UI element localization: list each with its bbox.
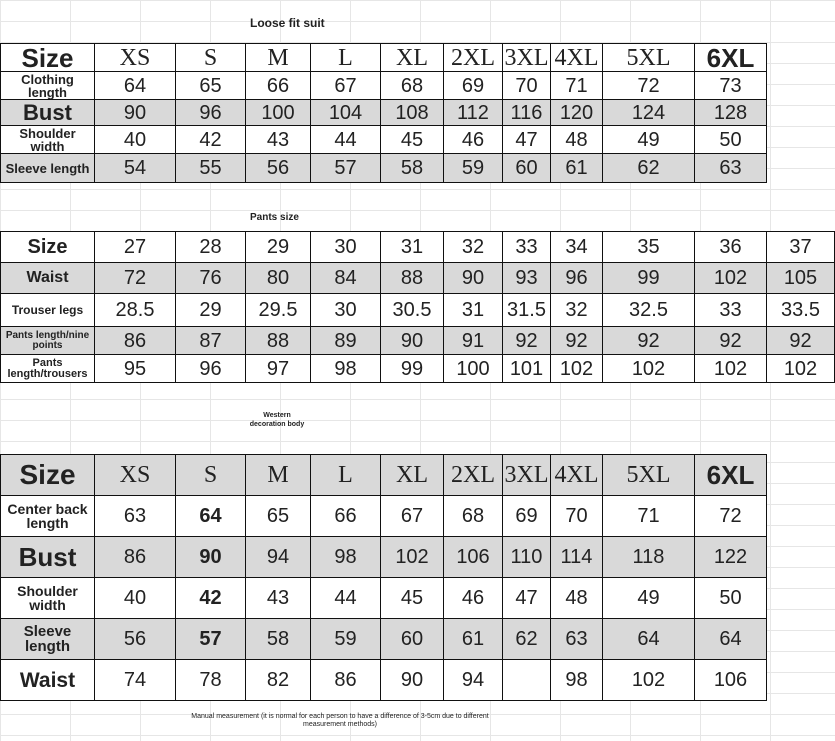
pants-cell: 92	[503, 327, 551, 355]
pants-row-label: Trouser legs	[1, 294, 95, 327]
pants-cell: 31	[444, 294, 503, 327]
suit-header-cell: 3XL	[504, 44, 549, 71]
western-cell: 59	[311, 619, 381, 660]
western-cell: 58	[246, 619, 311, 660]
suit-cell: 48	[551, 126, 603, 154]
pants-header-cell: 30	[311, 232, 381, 263]
western-cell: 71	[603, 496, 695, 537]
suit-cell: 116	[503, 100, 551, 126]
suit-cell: 60	[503, 154, 551, 183]
suit-size-table	[0, 43, 767, 183]
western-cell: 48	[551, 578, 603, 619]
pants-cell: 90	[444, 263, 503, 294]
western-title: Western decoration body	[249, 412, 305, 429]
western-cell: 61	[444, 619, 503, 660]
suit-cell: 40	[95, 126, 176, 154]
western-header-cell: XL	[381, 455, 444, 496]
pants-cell: 32	[551, 294, 603, 327]
suit-row-label: Sleeve length	[1, 154, 95, 183]
suit-header-cell: XS	[95, 44, 176, 72]
pants-cell: 33.5	[767, 294, 835, 327]
western-cell: 102	[603, 660, 695, 701]
pants-cell: 84	[311, 263, 381, 294]
western-cell: 67	[381, 496, 444, 537]
pants-cell: 72	[95, 263, 176, 294]
western-cell: 69	[503, 496, 551, 537]
pants-cell: 96	[551, 263, 603, 294]
western-cell: 94	[444, 660, 503, 701]
pants-cell: 102	[695, 263, 767, 294]
suit-cell: 67	[311, 72, 381, 100]
suit-cell: 68	[381, 72, 444, 100]
western-header-cell: 4XL	[551, 455, 603, 496]
western-row-center-back-length	[1, 496, 767, 537]
suit-row-clothing-length	[1, 72, 767, 100]
pants-header-cell: 29	[246, 232, 311, 263]
suit-cell: 128	[695, 100, 767, 126]
western-cell: 86	[95, 537, 176, 578]
western-cell	[503, 660, 551, 701]
suit-cell: 47	[503, 126, 551, 154]
pants-cell: 29	[176, 294, 246, 327]
pants-cell: 102	[695, 355, 767, 383]
pants-header-cell: 37	[767, 232, 835, 263]
western-cell: 64	[176, 496, 246, 537]
western-header-cell: 5XL	[603, 455, 695, 496]
suit-cell: 69	[444, 72, 503, 100]
western-cell: 57	[176, 619, 246, 660]
suit-cell: 46	[444, 126, 503, 154]
western-cell: 98	[311, 537, 381, 578]
pants-header-row	[1, 232, 835, 263]
pants-header-cell: 34	[551, 232, 603, 263]
pants-cell: 89	[311, 327, 381, 355]
pants-row-label: Pants length/nine points	[1, 327, 95, 355]
western-cell: 86	[311, 660, 381, 701]
suit-header-cell: 5XL	[603, 44, 695, 72]
western-cell: 66	[311, 496, 381, 537]
suit-cell: 96	[176, 100, 246, 126]
western-row-label: Bust	[1, 537, 95, 578]
western-cell: 118	[603, 537, 695, 578]
pants-row-label: Waist	[1, 263, 95, 294]
western-cell: 64	[603, 619, 695, 660]
pants-cell: 31.5	[503, 294, 551, 327]
suit-header-cell: L	[311, 44, 381, 72]
western-cell: 64	[695, 619, 767, 660]
suit-cell: 66	[246, 72, 311, 100]
suit-header-cell: M	[246, 44, 311, 72]
suit-cell: 64	[95, 72, 176, 100]
western-size-table	[0, 454, 767, 701]
pants-cell: 92	[603, 327, 695, 355]
suit-cell: 54	[95, 154, 176, 183]
suit-cell: 71	[551, 72, 603, 100]
pants-header-cell: 27	[95, 232, 176, 263]
suit-cell: 50	[695, 126, 767, 154]
pants-cell: 87	[176, 327, 246, 355]
suit-cell: 100	[246, 100, 311, 126]
pants-header-size: Size	[1, 232, 95, 263]
western-cell: 78	[176, 660, 246, 701]
pants-cell: 92	[551, 327, 603, 355]
suit-header-size: Size	[1, 44, 95, 72]
pants-header-cell: 35	[603, 232, 695, 263]
western-cell: 45	[381, 578, 444, 619]
western-header-size: Size	[1, 455, 95, 496]
western-row-label: Waist	[1, 660, 95, 701]
suit-row-label: Shoulder width	[1, 126, 95, 154]
pants-cell: 102	[603, 355, 695, 383]
pants-cell: 30.5	[381, 294, 444, 327]
suit-cell: 70	[503, 72, 551, 100]
suit-cell: 58	[381, 154, 444, 183]
suit-cell: 73	[695, 72, 767, 100]
suit-row-label: Clothing length	[1, 72, 95, 100]
western-header-cell: 6XL	[695, 455, 767, 496]
pants-cell: 99	[603, 263, 695, 294]
suit-cell: 49	[603, 126, 695, 154]
pants-header-cell: 28	[176, 232, 246, 263]
western-cell: 56	[95, 619, 176, 660]
western-cell: 44	[311, 578, 381, 619]
western-header-cell: 2XL	[444, 455, 503, 496]
pants-cell: 86	[95, 327, 176, 355]
measurement-footnote: Manual measurement (it is normal for each person to have a difference of 3-5cm due to different measurement methods)	[191, 713, 489, 729]
pants-cell: 98	[311, 355, 381, 383]
suit-cell: 62	[603, 154, 695, 183]
suit-cell: 112	[444, 100, 503, 126]
pants-header-cell: 33	[503, 232, 551, 263]
pants-cell: 101	[503, 355, 551, 383]
suit-cell: 124	[603, 100, 695, 126]
suit-header-cell: S	[176, 44, 246, 72]
western-cell: 50	[695, 578, 767, 619]
western-cell: 122	[695, 537, 767, 578]
western-cell: 90	[176, 537, 246, 578]
pants-header-cell: 32	[444, 232, 503, 263]
western-cell: 43	[246, 578, 311, 619]
suit-header-cell: XL	[381, 44, 444, 72]
western-cell: 49	[603, 578, 695, 619]
western-row-label: Shoulder width	[1, 578, 95, 619]
western-cell: 94	[246, 537, 311, 578]
suit-cell: 57	[311, 154, 381, 183]
suit-cell: 56	[246, 154, 311, 183]
western-cell: 102	[381, 537, 444, 578]
pants-cell: 32.5	[603, 294, 695, 327]
suit-cell: 108	[381, 100, 444, 126]
suit-row-label: Bust	[1, 100, 95, 126]
western-cell: 82	[246, 660, 311, 701]
pants-cell: 90	[381, 327, 444, 355]
western-header-cell: 3XL	[503, 455, 551, 496]
western-cell: 60	[381, 619, 444, 660]
pants-row-trousers	[1, 355, 835, 383]
pants-cell: 105	[767, 263, 835, 294]
pants-cell: 29.5	[246, 294, 311, 327]
pants-cell: 95	[95, 355, 176, 383]
western-header-cell: M	[246, 455, 311, 496]
suit-cell: 45	[381, 126, 444, 154]
pants-title: Pants size	[250, 212, 299, 223]
suit-cell: 63	[695, 154, 767, 183]
suit-cell: 59	[444, 154, 503, 183]
western-cell: 106	[444, 537, 503, 578]
suit-cell: 104	[311, 100, 381, 126]
pants-size-table	[0, 231, 835, 383]
pants-cell: 80	[246, 263, 311, 294]
pants-cell: 93	[503, 263, 551, 294]
pants-cell: 102	[767, 355, 835, 383]
pants-cell: 99	[381, 355, 444, 383]
western-row-label: Center back length	[1, 496, 95, 537]
western-header-cell: S	[176, 455, 246, 496]
pants-cell: 97	[246, 355, 311, 383]
western-cell: 40	[95, 578, 176, 619]
western-cell: 62	[503, 619, 551, 660]
pants-cell: 28.5	[95, 294, 176, 327]
suit-cell: 61	[551, 154, 603, 183]
pants-row-label: Pants length/trousers	[1, 355, 95, 383]
western-cell: 72	[695, 496, 767, 537]
pants-row-trouser-legs	[1, 294, 835, 327]
pants-cell: 102	[551, 355, 603, 383]
pants-header-cell: 31	[381, 232, 444, 263]
western-cell: 63	[95, 496, 176, 537]
pants-cell: 92	[767, 327, 835, 355]
western-cell: 63	[551, 619, 603, 660]
western-cell: 46	[444, 578, 503, 619]
suit-row-bust	[1, 100, 767, 126]
pants-header-cell: 36	[695, 232, 767, 263]
pants-cell: 92	[695, 327, 767, 355]
suit-header-cell: 6XL	[695, 44, 767, 72]
western-row-sleeve-length	[1, 619, 767, 660]
pants-cell: 100	[444, 355, 503, 383]
western-row-label: Sleeve length	[1, 619, 95, 660]
western-cell: 70	[551, 496, 603, 537]
suit-cell: 43	[246, 126, 311, 154]
suit-cell: 55	[176, 154, 246, 183]
suit-cell: 72	[603, 72, 695, 100]
western-cell: 106	[695, 660, 767, 701]
suit-header-cell: 2XL	[444, 44, 503, 72]
western-cell: 42	[176, 578, 246, 619]
western-cell: 114	[551, 537, 603, 578]
suit-header-row	[1, 44, 767, 72]
pants-cell: 30	[311, 294, 381, 327]
western-cell: 110	[503, 537, 551, 578]
western-row-shoulder-width	[1, 578, 767, 619]
western-header-cell: L	[311, 455, 381, 496]
pants-cell: 96	[176, 355, 246, 383]
suit-row-sleeve-length	[1, 154, 767, 183]
pants-cell: 76	[176, 263, 246, 294]
western-cell: 47	[503, 578, 551, 619]
western-cell: 98	[551, 660, 603, 701]
western-cell: 68	[444, 496, 503, 537]
pants-cell: 88	[246, 327, 311, 355]
pants-cell: 91	[444, 327, 503, 355]
western-cell: 74	[95, 660, 176, 701]
western-cell: 65	[246, 496, 311, 537]
pants-row-waist	[1, 263, 835, 294]
suit-cell: 65	[176, 72, 246, 100]
suit-cell: 90	[95, 100, 176, 126]
western-header-row	[1, 455, 767, 496]
pants-cell: 33	[695, 294, 767, 327]
pants-row-nine-points	[1, 327, 835, 355]
western-header-cell: XS	[95, 455, 176, 496]
western-cell: 90	[381, 660, 444, 701]
western-row-waist	[1, 660, 767, 701]
suit-cell: 120	[551, 100, 603, 126]
suit-header-cell: 4XL	[551, 44, 603, 72]
suit-cell: 42	[176, 126, 246, 154]
western-row-bust	[1, 537, 767, 578]
suit-row-shoulder-width	[1, 126, 767, 154]
suit-cell: 44	[311, 126, 381, 154]
suit-title: Loose fit suit	[250, 16, 325, 30]
pants-cell: 88	[381, 263, 444, 294]
